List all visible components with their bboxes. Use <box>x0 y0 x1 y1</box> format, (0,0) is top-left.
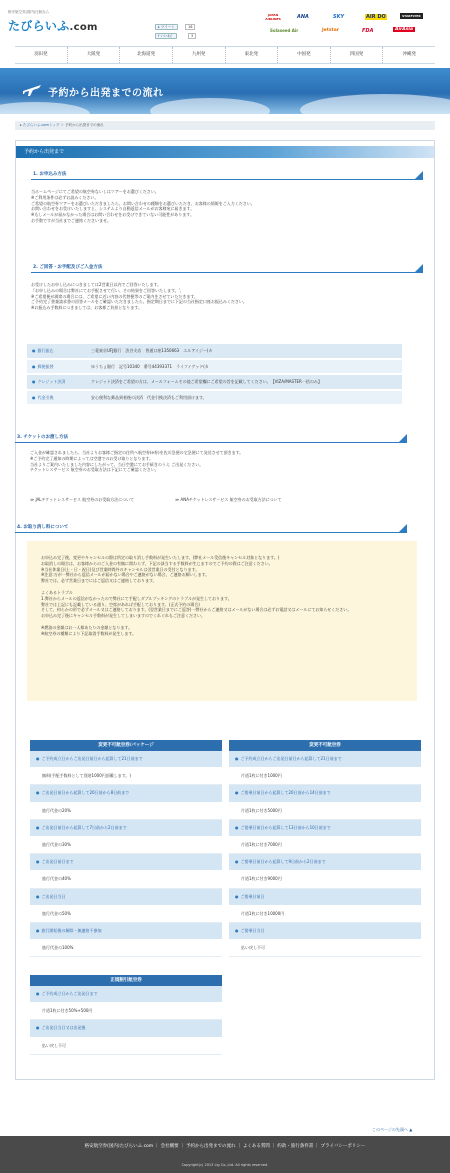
nav-item-okinawa[interactable]: 沖縄発 <box>382 47 435 63</box>
fee-condition-text: ご出発日前日から起算して7日前から2日前まで <box>41 824 127 830</box>
airline-logo-sky: SKY <box>333 14 345 20</box>
fee-table-package <box>30 740 222 957</box>
tweet-button[interactable] <box>155 24 178 30</box>
page-top-label: このページの先頭へ <box>372 1127 408 1132</box>
step-2-title: 2. ご回答・お手配及びご入金方法 <box>33 265 103 270</box>
corner-flag-icon <box>414 264 423 273</box>
cloud-decoration <box>300 94 450 114</box>
airline-logo-starflyer: STARFLYER <box>402 14 421 18</box>
corner-flag-icon <box>398 524 407 533</box>
text-line: 弊社では上記にも記載している通り、空席があれば手配しております。(正式予約の場合) <box>41 601 200 607</box>
copyright: Copyright(c) 2013 Lig Co.,Ltd. All rights reserved. <box>181 1163 269 1167</box>
fee-condition <box>229 820 421 837</box>
airline-logo-airdo: AIR DO <box>366 14 386 20</box>
text-line: お手数ですが当社までご連絡くださいませ。 <box>31 217 111 223</box>
fee-condition-text: ご出発日前日から起算して20日前から8日前まで <box>41 790 130 796</box>
footer-link-privacy[interactable]: プライバシーポリシー <box>320 1144 366 1149</box>
section-heading: 予約から出発まで <box>16 146 434 158</box>
step-1-title: 1. お申込み方法 <box>33 172 67 177</box>
page-title: 予約から出発までの流れ <box>48 88 164 99</box>
fee-condition-text: 旅行開始後の解除・無連絡不参加 <box>41 927 102 933</box>
text-line: ※ご予約完了通知の時期によっては空港でのお受け取りとなります。 <box>30 455 154 461</box>
payment-label-text: クレジット決済 <box>37 379 66 384</box>
breadcrumb-arrow-icon: ▸ <box>20 123 23 127</box>
circle-bullet-icon: ● <box>235 893 239 899</box>
fee-condition-text: ご搭乗日当日 <box>240 927 265 933</box>
fee-condition-text: ご予約成立日からご出発日前日から起算して21日前まで <box>41 756 143 761</box>
circle-bullet-icon: ● <box>235 859 239 865</box>
page-top-link[interactable] <box>372 1127 412 1133</box>
step-2-text <box>31 282 247 311</box>
step-3-title: 3. チケットのお渡し方法 <box>17 435 69 440</box>
fee-table-regular-discount <box>30 975 222 1055</box>
nav-item-osaka[interactable]: 大阪発 <box>67 47 120 63</box>
circle-bullet-icon: ● <box>32 348 36 353</box>
fee-condition <box>229 785 421 802</box>
text-line: お申込み完了後、変更やキャンセルの際は所定の取り消し手数料が発生いたします。(弊社メール受信後キャンセル対象となります。) <box>41 555 280 560</box>
nav-item-shikoku[interactable]: 四国発 <box>330 47 383 63</box>
fee-condition <box>229 854 421 871</box>
fee-condition <box>30 923 222 940</box>
footer-link-terms[interactable]: 約款・旅行条件書 <box>277 1144 314 1149</box>
fee-condition <box>30 889 222 906</box>
step-3-text <box>30 450 243 473</box>
tweet-count: 16 <box>185 24 195 30</box>
circle-bullet-icon: ● <box>36 927 40 933</box>
text-line: 弊社では、必ず営業日までにはご返信又はご連絡しております。 <box>41 578 157 584</box>
airline-logo-ana: ANA <box>297 14 309 20</box>
fee-condition-text: ご予約成立日からご出発日まで <box>41 991 98 996</box>
arrow-up-icon: ▲ <box>409 1127 413 1132</box>
payment-label-text: 代金引換 <box>37 394 54 400</box>
fee-condition <box>229 889 421 906</box>
text-line: ※ご利用条件は必ずお読みください。 <box>31 194 99 200</box>
airline-logo-solaseed: Solaseed Air <box>270 28 299 33</box>
payment-label-text: 郵便振替 <box>37 363 54 369</box>
circle-bullet-icon: ● <box>32 394 36 400</box>
circle-bullet-icon: ● <box>36 991 40 996</box>
cancellation-notice-text <box>41 555 403 637</box>
fee-condition <box>30 1020 222 1037</box>
fee-condition <box>30 751 222 768</box>
fee-amount: 旅行代金の50% <box>30 906 222 923</box>
airline-logo-jetstar: Jetstar <box>322 28 339 33</box>
fee-condition-text: ご出発日前日まで <box>41 859 74 865</box>
fee-condition <box>229 751 421 768</box>
circle-bullet-icon: ● <box>235 756 239 761</box>
payment-label <box>32 360 54 373</box>
text-line: ご予約完了書兼請求書の回答メールをご確認いただきましたら、指定期日までに下記の当社指定口座お振込みください。 <box>31 299 247 305</box>
payment-value: クレジット決済をご希望の方は、メールフォームその他ご希望欄にご希望の旨を記載してください。【VIZA/MASTER一括のみ】 <box>91 379 322 384</box>
breadcrumb-separator: ＞ <box>60 123 64 127</box>
fee-condition <box>30 854 222 871</box>
payment-label <box>32 375 65 388</box>
text-line: お受けしたお申し込みにつきましては2営業日以内でご回答いたします。 <box>31 282 162 287</box>
like-count: 3 <box>188 33 196 39</box>
step-1-text <box>31 189 255 224</box>
nav-item-haneda[interactable]: 羽田発 <box>34 52 48 57</box>
facebook-icon: f <box>158 34 160 38</box>
footer-link-company[interactable]: 会社概要 <box>160 1144 179 1149</box>
circle-bullet-icon: ● <box>36 824 40 830</box>
text-line: ※もしメールが届かなかった場合はお問い合わせをお受けできていない可能性があります。 <box>31 212 194 218</box>
cancellation-notice-box <box>27 541 417 701</box>
airplane-icon <box>22 82 42 98</box>
text-line: お申込み完了後にキャンセル手数料が発生してしまいますのでくれぐれもご注意ください。 <box>41 613 205 619</box>
tweet-label: ツイート <box>160 25 175 29</box>
circle-bullet-icon: ● <box>235 790 239 796</box>
text-line: ※注意:万が一弊社から返信メールが届かない場合やご連絡がない場合、ご連絡お願いします。 <box>41 572 210 578</box>
fee-table-title: 変更不可航空券 <box>229 740 421 751</box>
circle-bullet-icon: ● <box>235 927 239 933</box>
step-4-heading <box>15 524 407 533</box>
nav-item-chugoku[interactable]: 中国発 <box>277 47 330 63</box>
fee-condition-text: ご搭乗日前日から起算して13日前から10日前まで <box>240 824 331 830</box>
text-line: ご入金が確認されましたら、当社よりお客様ご指定の住所へ航空券(e券)を佐川急便の宅急便にて発送させて頂きます。 <box>30 450 244 455</box>
ana-ticketless-link[interactable]: ≫ ANAチケットレスサービス 航空券のお受取方法について <box>175 497 282 502</box>
payment-row-cod <box>27 389 402 405</box>
fee-table-ticket <box>229 740 421 957</box>
fee-amount: 旅行代金の100% <box>30 940 222 957</box>
payment-value: 三菱東京UFJ銀行 渋谷支店 普通口座1350663 エルアイジー(カ <box>91 348 213 353</box>
region-nav <box>15 46 435 64</box>
jal-ticketless-link[interactable]: ≫ JALチケットレスサービス 航空券のお受取方法について <box>30 497 135 502</box>
fee-condition-text: ご搭乗日前日から起算して9日前から2日前まで <box>240 859 326 865</box>
fee-amount: 払い戻し不可 <box>30 1038 222 1055</box>
step-4-title: 4. お取り消し料について <box>17 525 69 530</box>
payment-methods-table <box>27 342 402 404</box>
fee-amount: 片道1枚に付き10000円 <box>229 906 421 923</box>
nav-item-hokkaido[interactable]: 北海道発 <box>119 47 172 63</box>
text-line: 1.弊社からメールの返信がなかったので弊社にて手配しダブルブッキングのトラブルが発生しております。 <box>41 595 232 601</box>
logo-suffix: .com <box>69 22 98 33</box>
fee-condition <box>229 923 421 940</box>
text-line: 当ホームページにてご希望の航空券ないしはツアーをお選びください。 <box>31 189 159 194</box>
site-tagline: 格安航空券(国内)比較なら <box>8 10 50 14</box>
fee-condition <box>30 820 222 837</box>
airline-logo-fda: FDA <box>362 28 374 34</box>
circle-bullet-icon: ● <box>36 756 40 761</box>
corner-flag-icon <box>398 434 407 443</box>
payment-value: 安心便利な郵品到着後の決済 代金引換決済もご利用頂けます。 <box>91 394 207 400</box>
fee-condition-text: ご予約成立日からご出発日前日から起算して21日前まで <box>240 756 342 761</box>
circle-bullet-icon: ● <box>235 824 239 830</box>
fee-amount: 旅行代金の30% <box>30 837 222 854</box>
airline-logo-jal: JAPAN AIRLINES <box>265 13 281 21</box>
text-line: ※当社休業日(土・日・祝日)及び営業時間外のキャンセルは翌営業日の受付となります。 <box>41 566 200 572</box>
step-2-heading <box>31 264 423 273</box>
cloud-decoration <box>0 102 90 114</box>
like-button[interactable] <box>155 33 177 39</box>
fee-condition <box>30 986 222 1003</box>
text-line: ご希望の航空券ツアーをお選びいただきましたら、お問い合わせの種類をお選びいただき、お客様の情報をご入力ください。 <box>31 200 255 206</box>
fee-amount: 片道1枚に付き5000円 <box>229 803 421 820</box>
text-line: よくあるトラブル <box>41 589 73 595</box>
nav-item-kyushu[interactable]: 九州発 <box>172 47 225 63</box>
breadcrumb-current: 予約から出発までの流れ <box>65 123 104 127</box>
text-line: ※燃油の金額はお一人様あたりの金額となります。 <box>41 624 133 630</box>
circle-bullet-icon: ● <box>36 790 40 796</box>
fee-condition-text: ご搭乗日前日 <box>240 893 265 899</box>
fee-amount: 片道1枚に付き1000円 <box>229 768 421 785</box>
payment-label-text: 銀行振込 <box>37 348 54 353</box>
fee-amount: 旅行代金の20% <box>30 803 222 820</box>
logo-main: たびらいふ <box>8 19 70 33</box>
fee-table-title: 正規割引航空券 <box>30 975 222 986</box>
fee-amount: 片道1枚に付き9000円 <box>229 871 421 888</box>
text-line: ※航空券の種類により下記取消手数料が発生します。 <box>41 630 137 636</box>
text-line: お問い合わせをお受けいたしますと、システムより自動返信メールがお客様宛に届きます。 <box>31 206 195 212</box>
payment-value: ゆうちょ銀行 記号10340 番号44393371 ライフイグッド(カ <box>91 363 209 369</box>
circle-bullet-icon: ● <box>36 1025 40 1031</box>
breadcrumb <box>15 121 435 130</box>
text-line: ※お振込み手数料につきましては、お客様ご負担となります。 <box>31 305 142 311</box>
site-logo[interactable] <box>8 17 98 34</box>
fee-amount: 片道1枚に付き7000円 <box>229 837 421 854</box>
text-line: 当社よりご案内いたしました内容にしたがって、当日空港にてお手続きのうえ ご出発ください。 <box>30 461 204 467</box>
fee-amount: 払い戻し不可 <box>229 940 421 957</box>
cloud-decoration <box>150 98 270 114</box>
payment-label <box>32 344 54 357</box>
text-line: そして、何らかの形で必ずメール又はご連絡しております。(翌営業日までにご返答)一弊社からご連絡又はメールがない場合は必ずお電話又はメールにてお知らせください。 <box>41 607 352 613</box>
footer-link-flow[interactable]: 予約から出発までの流れ <box>185 1144 236 1149</box>
text-line: チケットレスサービス 航空券のお受取方法は下記にてご確認ください。 <box>30 467 159 473</box>
text-line: お取消しの場合は、お客様からのご入金の有無に関わらず、下記の該当する手数料が生じますのでご予約の際はご注意ください。 <box>41 560 273 566</box>
fee-table-title: 変更不可航空券/パッケージ <box>30 740 222 751</box>
circle-bullet-icon: ● <box>32 379 36 384</box>
text-line: ※ご希望便が満席の場合には、ご希望に近い内容の代替便等のご案内をさせていただきます。 <box>31 293 199 299</box>
circle-bullet-icon: ● <box>36 859 40 865</box>
circle-bullet-icon: ● <box>36 893 40 899</box>
airline-logo-airasia: AirAsia <box>395 27 413 32</box>
payment-label <box>32 391 54 404</box>
twitter-icon: ▸ <box>158 25 160 29</box>
circle-bullet-icon: ● <box>32 363 36 369</box>
like-label: いいね！ <box>160 34 175 38</box>
step-1-heading <box>31 171 423 180</box>
footer-link-home[interactable]: 格安航空券(国内)たびらいふ.com <box>84 1144 154 1149</box>
fee-condition <box>30 785 222 802</box>
site-footer <box>0 1136 450 1173</box>
payment-row-credit <box>27 373 402 389</box>
nav-item-tohoku[interactable]: 東北発 <box>225 47 278 63</box>
payment-row-postal <box>27 358 402 374</box>
fee-condition-text: ご搭乗日前日から起算して20日前から14日前まで <box>240 790 331 796</box>
fee-condition-text: ご出発日当日 <box>41 893 66 899</box>
fee-condition-text: ご出発日当日又は出発後 <box>41 1025 86 1031</box>
fee-amount: 片道1枚に付き50%+500円 <box>30 1003 222 1020</box>
breadcrumb-home-link[interactable]: たびらいふ.comトップ <box>22 123 60 127</box>
site-header <box>0 0 450 44</box>
step-3-heading <box>15 434 407 443</box>
fee-amount: 旅行代金の40% <box>30 871 222 888</box>
page-banner <box>0 68 450 114</box>
fee-amount: 無料(手配手数料として別途1000円頂戴します。) <box>30 768 222 785</box>
corner-flag-icon <box>414 171 423 180</box>
payment-row-bank <box>27 342 402 358</box>
footer-links: 格安航空券(国内)たびらいふ.com ｜ 会社概要 ｜ 予約から出発までの流れ ｜ よくある質問 ｜ 約款・旅行条件書 ｜ プライバシーポリシー <box>84 1144 366 1149</box>
text-line: 『お申し込みの場合は弊社にてお手配させて行い、その結果をご回答いたします。', <box>31 287 182 293</box>
footer-link-faq[interactable]: よくある質問 <box>242 1144 270 1149</box>
